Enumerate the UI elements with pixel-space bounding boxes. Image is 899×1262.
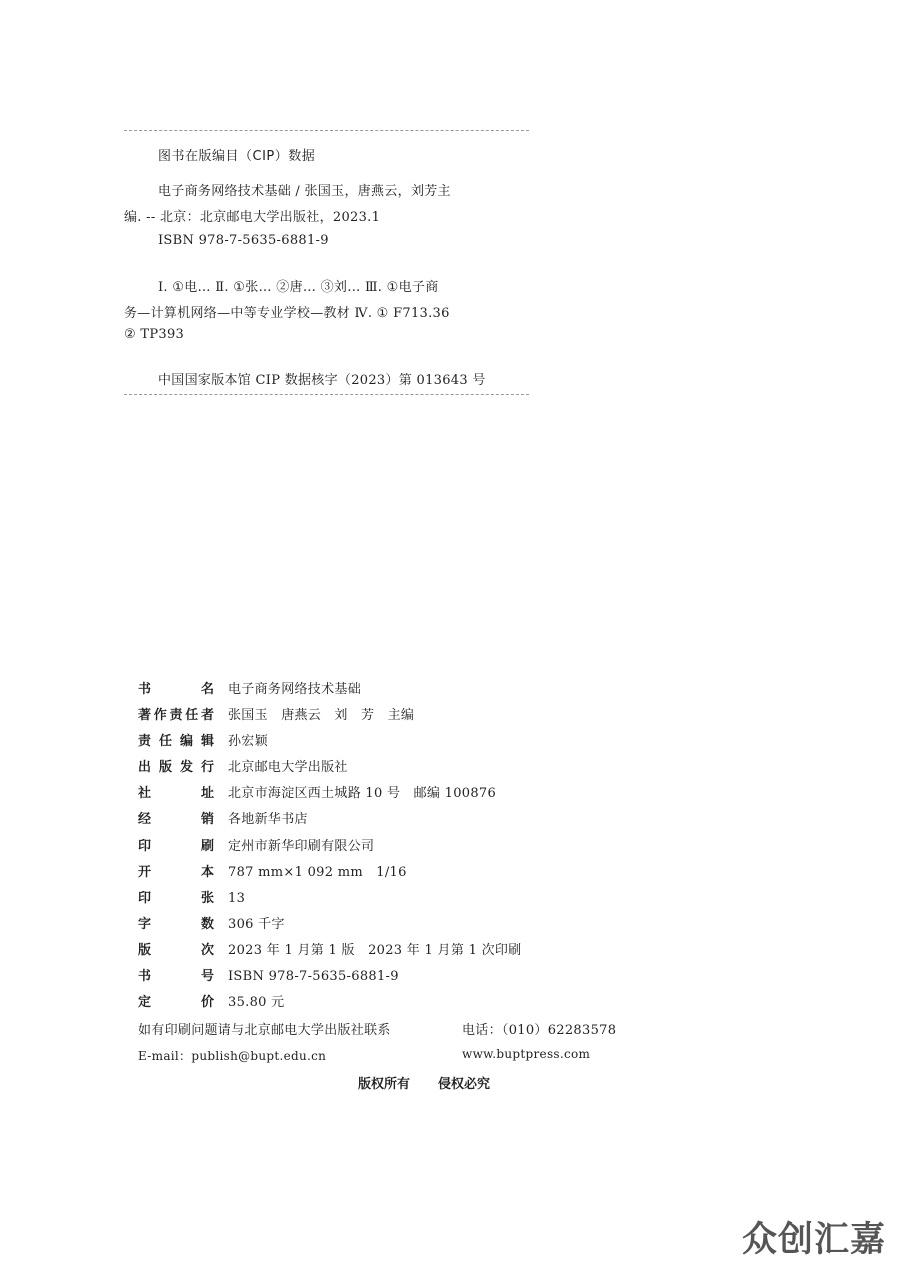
info-row xyxy=(138,678,738,704)
rights-statement xyxy=(358,1073,518,1092)
info-value: 北京市海淀区西土城路 10 号 邮编 100876 xyxy=(228,786,497,802)
contact-email: E-mail：publish@bupt.edu.cn xyxy=(138,1049,327,1063)
info-row xyxy=(138,835,738,861)
info-label-char: 社 xyxy=(138,786,152,802)
info-label-char: 书 xyxy=(138,969,152,985)
info-value: 北京邮电大学出版社 xyxy=(228,760,348,776)
info-label-char: 出 xyxy=(138,760,152,776)
info-row xyxy=(138,965,738,991)
contact-problem-text: 如有印刷问题请与北京邮电大学出版社联系 xyxy=(138,1023,391,1038)
info-label-char: 版 xyxy=(138,942,152,958)
info-label xyxy=(138,913,214,932)
info-row xyxy=(138,939,738,965)
info-label-char: 版 xyxy=(158,760,172,776)
info-label-char: 号 xyxy=(200,969,214,985)
info-label xyxy=(138,756,214,775)
cip-line-2: 编. -- 北京：北京邮电大学出版社，2023.1 xyxy=(124,210,381,225)
info-label xyxy=(138,991,214,1010)
info-label-char: 作 xyxy=(153,708,167,724)
info-label xyxy=(138,678,214,697)
info-row xyxy=(138,756,738,782)
cip-line-7: 中国国家版本馆 CIP 数据核字（2023）第 013643 号 xyxy=(158,373,486,388)
info-row xyxy=(138,782,738,808)
info-label-char: 刷 xyxy=(200,838,214,854)
publication-info-table xyxy=(138,678,738,1017)
info-value: 孙宏颖 xyxy=(228,734,268,750)
info-label-char: 价 xyxy=(200,995,214,1011)
contact-website: www.buptpress.com xyxy=(462,1047,591,1061)
info-label-char: 经 xyxy=(138,812,152,828)
info-label-char: 定 xyxy=(138,995,152,1011)
info-label-char: 名 xyxy=(200,682,214,697)
info-label xyxy=(138,861,214,880)
rights-reserved: 版权所有 xyxy=(358,1077,411,1092)
info-label xyxy=(138,782,214,801)
top-divider xyxy=(124,130,529,131)
cip-line-4: Ⅰ. ①电… Ⅱ. ①张… ②唐… ③刘… Ⅲ. ①电子商 xyxy=(158,280,439,295)
info-value: 张国玉 唐燕云 刘 芳 主编 xyxy=(228,708,415,724)
info-value: 35.80 元 xyxy=(228,995,285,1011)
info-value: 2023 年 1 月第 1 版 2023 年 1 月第 1 次印刷 xyxy=(228,942,522,958)
info-label-char: 责 xyxy=(138,734,152,750)
info-value: 定州市新华印刷有限公司 xyxy=(228,838,375,854)
info-row xyxy=(138,730,738,756)
info-label-char: 书 xyxy=(138,682,152,697)
info-label xyxy=(138,730,214,749)
info-label-char: 字 xyxy=(138,916,152,932)
info-row xyxy=(138,887,738,913)
cip-line-5: 务—计算机网络—中等专业学校—教材 Ⅳ. ① F713.36 xyxy=(124,306,450,321)
info-label-char: 址 xyxy=(200,786,214,802)
info-value: ISBN 978-7-5635-6881-9 xyxy=(228,969,399,985)
cip-title: 图书在版编目（CIP）数据 xyxy=(158,149,316,164)
cip-line-6: ② TP393 xyxy=(124,327,185,342)
info-label-char: 张 xyxy=(200,890,214,906)
info-label xyxy=(138,965,214,984)
info-label-char: 行 xyxy=(200,760,214,776)
info-label-char: 辑 xyxy=(200,734,214,750)
info-label xyxy=(138,835,214,854)
info-label-char: 本 xyxy=(200,864,214,880)
info-label-char: 任 xyxy=(185,708,199,724)
info-label-char: 印 xyxy=(138,838,152,854)
info-label-char: 任 xyxy=(158,734,172,750)
info-label xyxy=(138,939,214,958)
info-label-char: 数 xyxy=(200,916,214,932)
cip-line-3: ISBN 978-7-5635-6881-9 xyxy=(158,233,329,248)
bottom-divider xyxy=(124,394,529,395)
info-row xyxy=(138,808,738,834)
info-label xyxy=(138,887,214,906)
info-row xyxy=(138,991,738,1017)
info-value: 306 千字 xyxy=(228,916,285,932)
info-label-char: 次 xyxy=(200,942,214,958)
info-label-char: 开 xyxy=(138,864,152,880)
info-label-char: 发 xyxy=(179,760,193,776)
info-label-char: 印 xyxy=(138,890,152,906)
info-label-char: 者 xyxy=(200,708,214,724)
info-value: 电子商务网络技术基础 xyxy=(228,682,362,697)
info-value: 787 mm×1 092 mm 1/16 xyxy=(228,864,407,880)
info-label-char: 著 xyxy=(138,708,152,724)
info-row xyxy=(138,861,738,887)
info-value: 各地新华书店 xyxy=(228,812,308,828)
info-row xyxy=(138,704,738,730)
watermark-logo: 众创汇嘉 xyxy=(742,1220,887,1260)
contact-phone: 电话：（010）62283578 xyxy=(462,1023,617,1038)
info-row xyxy=(138,913,738,939)
info-label-char: 编 xyxy=(179,734,193,750)
info-label xyxy=(138,808,214,827)
rights-infringement: 侵权必究 xyxy=(438,1077,491,1092)
info-label-char: 销 xyxy=(200,812,214,828)
info-value: 13 xyxy=(228,890,246,906)
info-label-char: 责 xyxy=(169,708,183,724)
info-label xyxy=(138,704,214,723)
cip-line-1: 电子商务网络技术基础 / 张国玉，唐燕云，刘芳主 xyxy=(158,184,451,199)
